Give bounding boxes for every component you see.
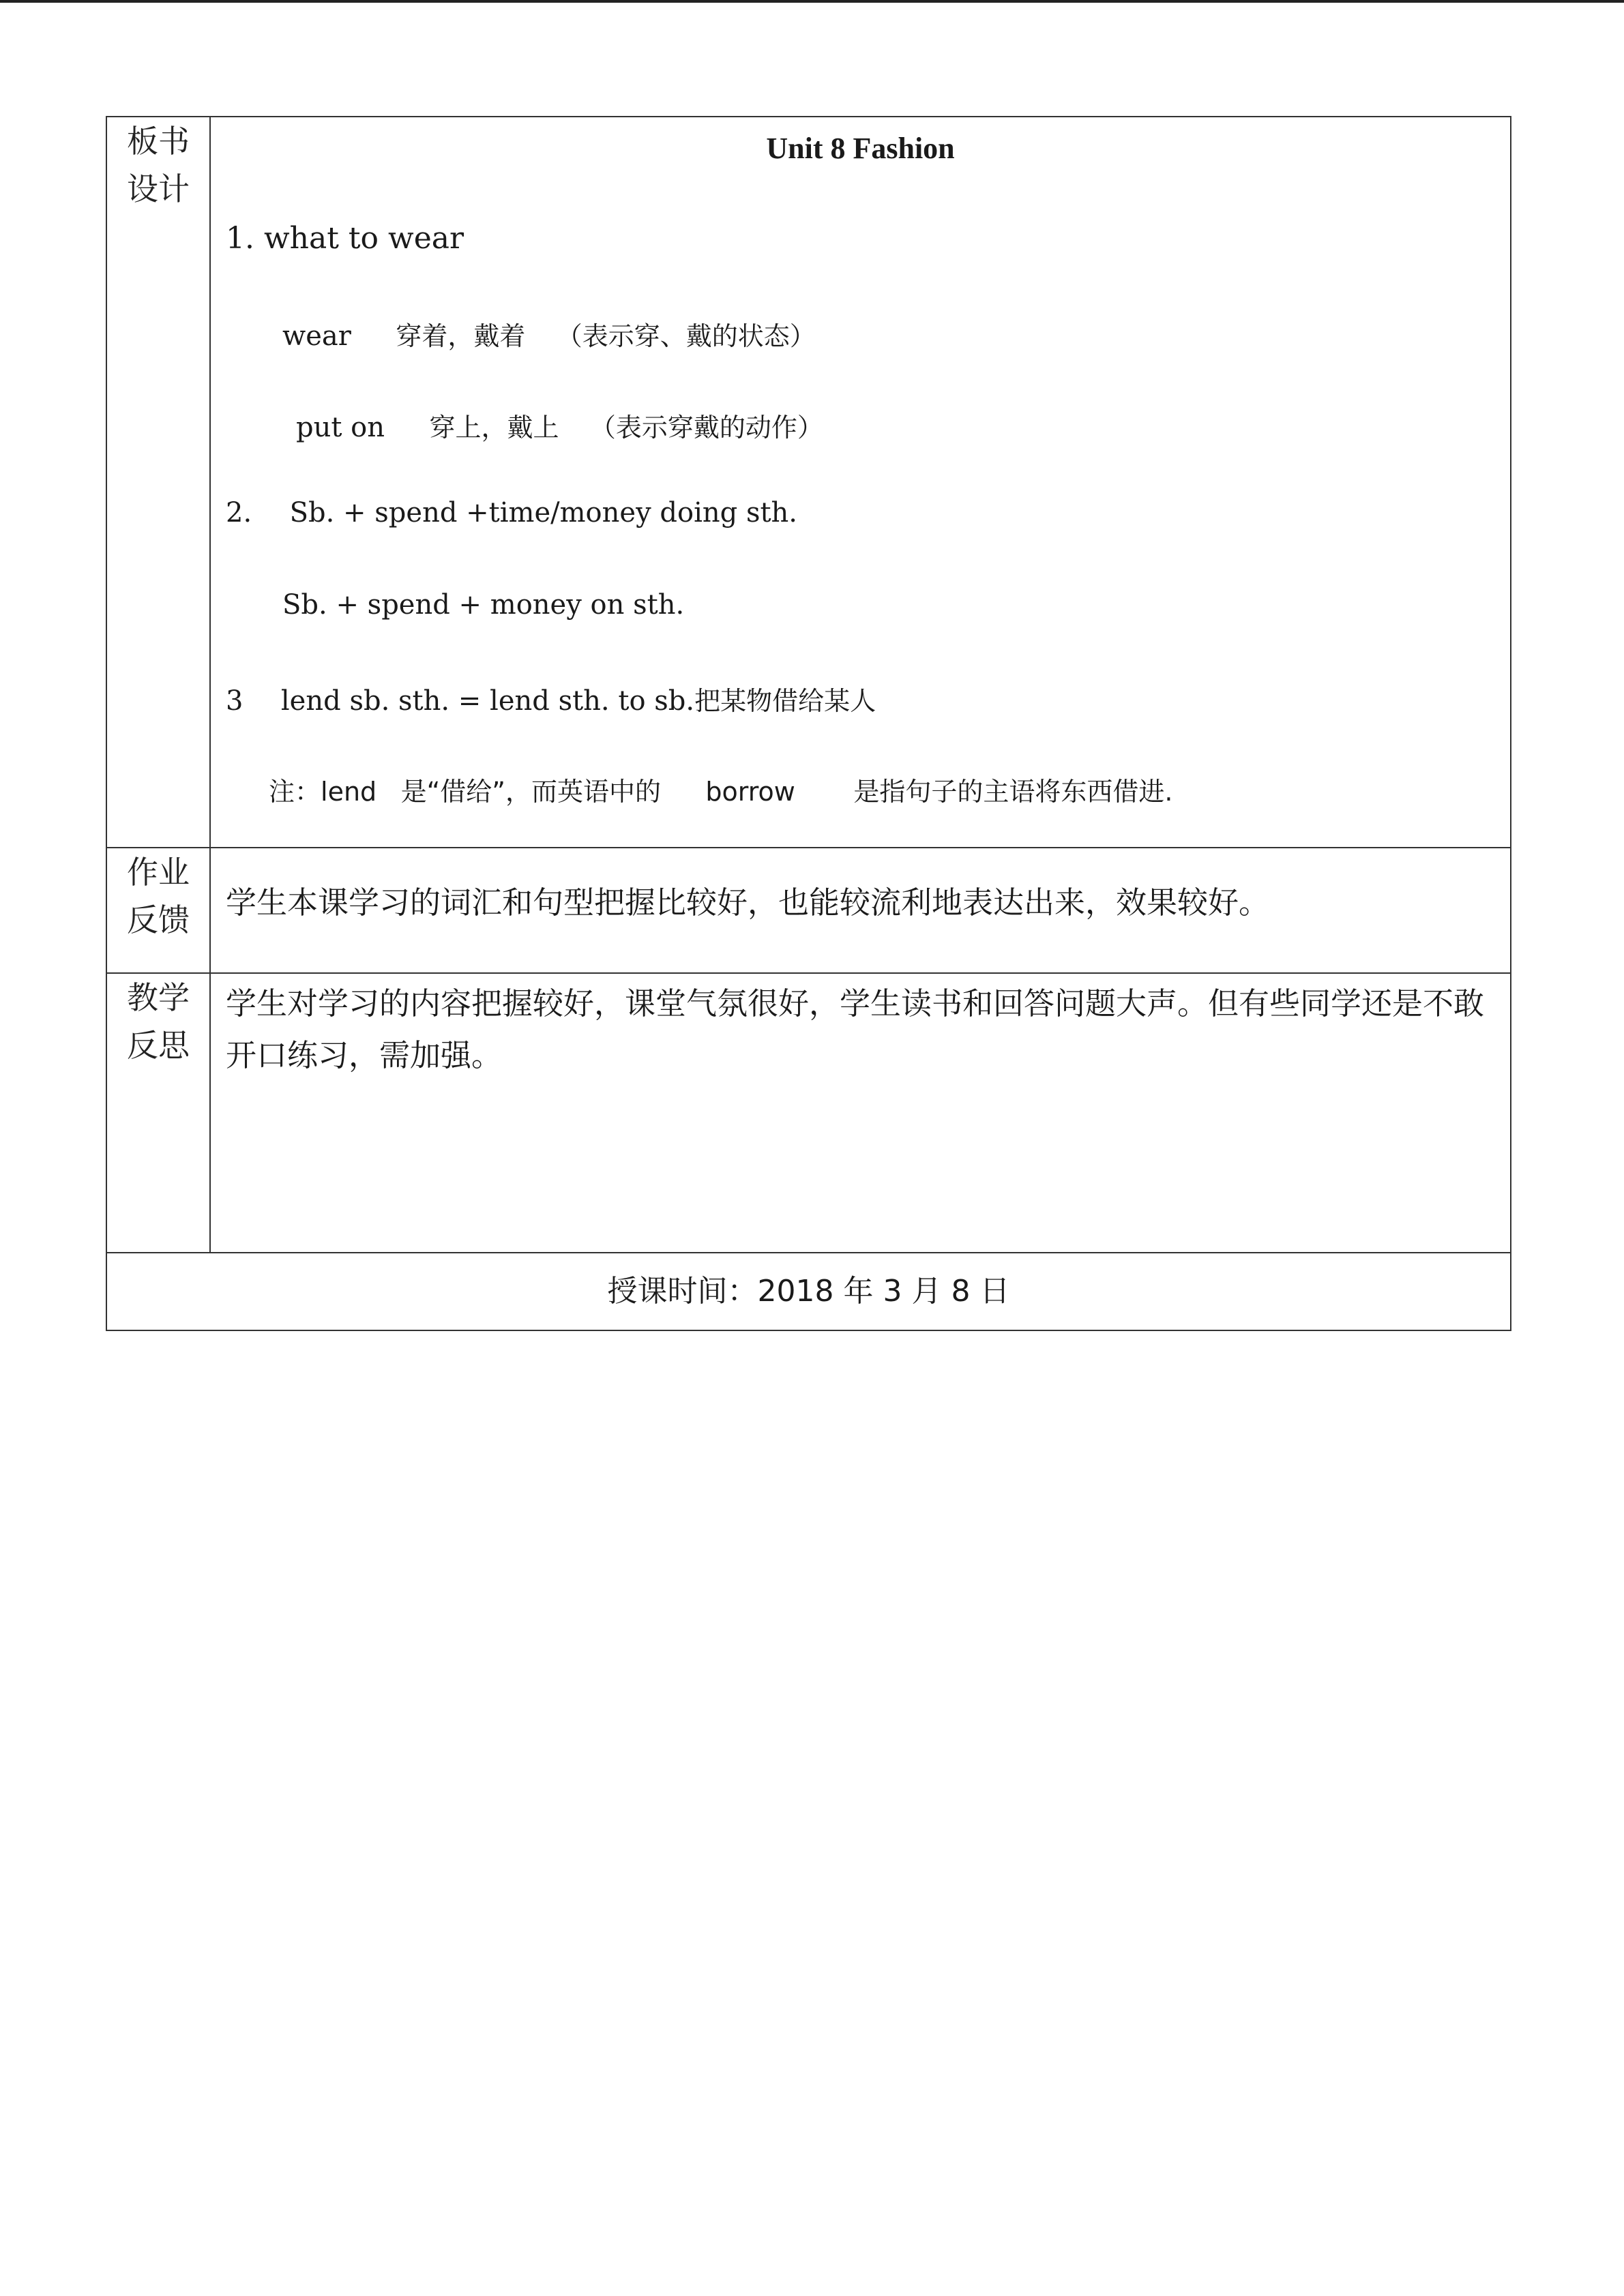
footer-row xyxy=(106,1253,1511,1330)
board-design-label-cell xyxy=(106,117,210,848)
homework-feedback-label: 作业反馈 xyxy=(127,854,190,938)
footer-cell xyxy=(106,1253,1511,1330)
teaching-reflection-content-cell xyxy=(210,973,1511,1253)
item-2 xyxy=(226,497,797,528)
homework-feedback-label-cell xyxy=(106,848,210,973)
put-on-note: （表示穿戴的动作） xyxy=(589,413,823,443)
homework-feedback-row xyxy=(106,848,1511,973)
board-design-content xyxy=(211,117,1510,847)
homework-feedback-text: 学生本课学习的词汇和句型把握比较好，也能较流利地表达出来，效果较好。 xyxy=(226,884,1270,921)
note-middle: 是“借给”，而英语中的 xyxy=(400,777,661,807)
teaching-reflection-text: 学生对学习的内容把握较好，课堂气氛很好，学生读书和回答问题大声。但有些同学还是不敢开口练习，需加强。 xyxy=(226,985,1485,1073)
note-line xyxy=(269,771,1172,808)
board-design-row xyxy=(106,117,1511,848)
put-on-word: put on xyxy=(296,412,385,443)
item-2b: Sb. + spend + money on sth. xyxy=(282,589,685,621)
teaching-reflection-label-cell xyxy=(106,973,210,1253)
item-1: 1. what to wear xyxy=(226,221,464,256)
page-top-border xyxy=(0,0,1624,3)
unit-title: Unit 8 Fashion xyxy=(766,132,955,165)
wear-word: wear xyxy=(282,320,351,352)
board-design-content-cell xyxy=(210,117,1511,848)
note-borrow: borrow xyxy=(705,777,795,807)
lesson-plan-table xyxy=(106,116,1511,1331)
lesson-date: 授课时间：2018 年 3 月 8 日 xyxy=(607,1274,1010,1309)
teaching-reflection-label: 教学反思 xyxy=(127,979,190,1064)
item-3 xyxy=(226,680,876,717)
item-2-number: 2. xyxy=(226,497,252,528)
note-end: 是指句子的主语将东西借进. xyxy=(853,777,1173,807)
note-prefix: 注： xyxy=(269,777,321,807)
wear-line xyxy=(282,315,816,353)
item-3-chinese: 把某物借给某人 xyxy=(694,686,876,716)
item-3-number: 3 xyxy=(226,685,243,717)
item-3-text: lend sb. sth. = lend sth. to sb. xyxy=(280,685,695,717)
wear-note: （表示穿、戴的状态） xyxy=(556,321,816,351)
item-2-text: Sb. + spend +time/money doing sth. xyxy=(289,497,798,528)
wear-meaning: 穿着，戴着 xyxy=(396,321,526,351)
homework-feedback-content-cell xyxy=(210,848,1511,973)
put-on-meaning: 穿上，戴上 xyxy=(429,413,559,443)
teaching-reflection-row xyxy=(106,973,1511,1253)
note-lend: lend xyxy=(321,777,377,807)
board-design-label: 板书设计 xyxy=(127,123,190,207)
put-on-line xyxy=(296,406,823,444)
